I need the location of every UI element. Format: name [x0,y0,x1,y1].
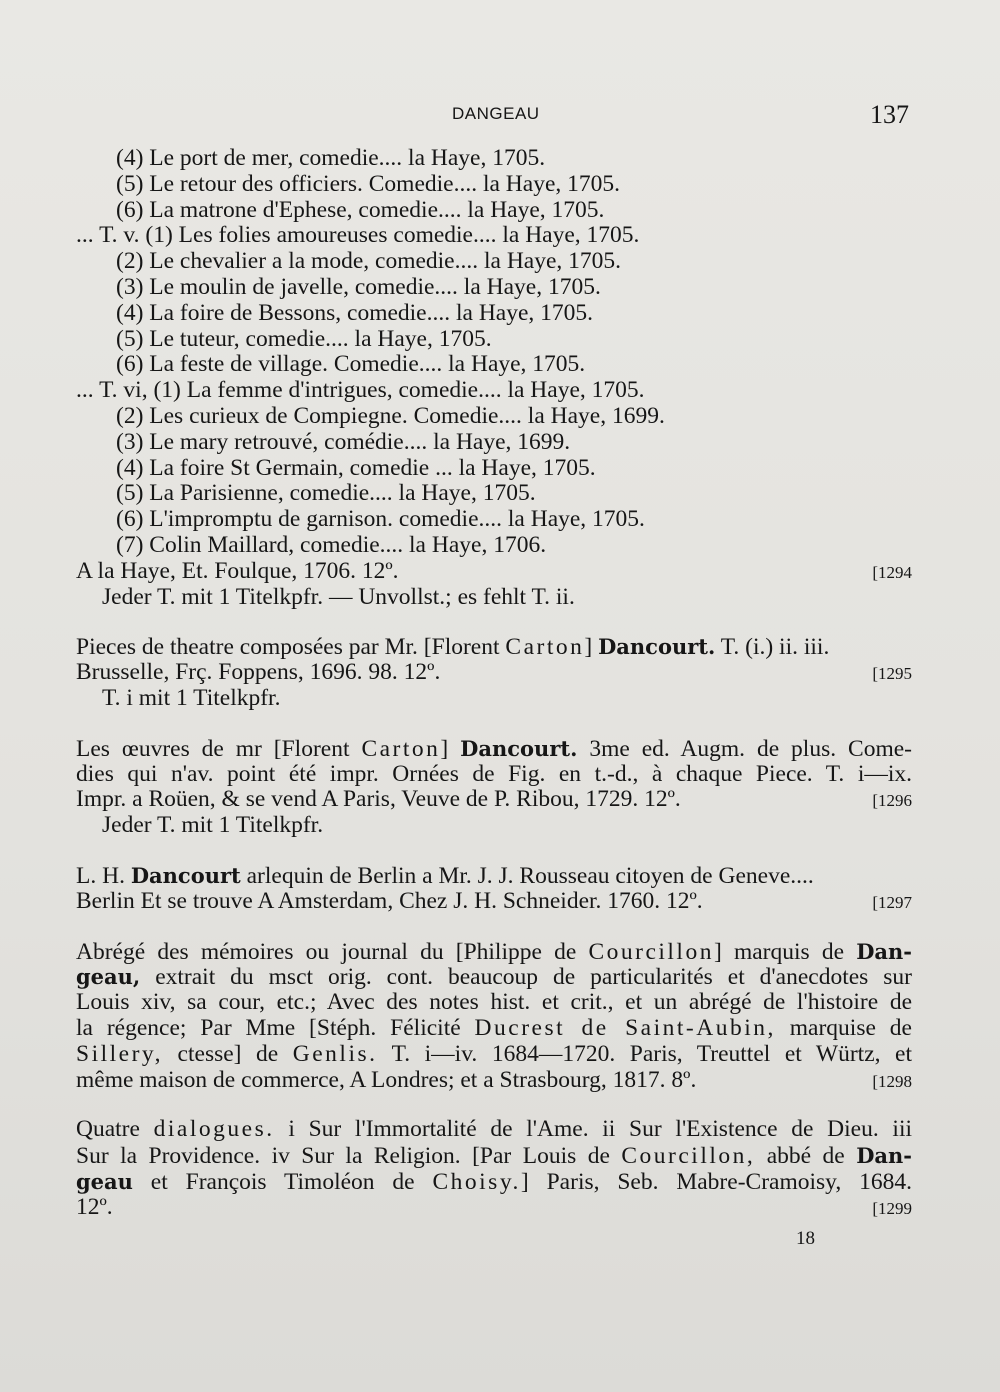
continuation-line: (4) Le port de mer, comedie.... la Haye, 1705. [116,145,546,171]
imprint-line [76,1068,912,1094]
author-name: Ducrest de Saint-Aubin, [474,1014,776,1041]
entry-title-line [76,1143,912,1169]
title-text: ] Paris, Seb. Mabre-Cramoisy, 1684. [520,1168,912,1195]
imprint-line [76,787,912,813]
title-text: i Sur l'Immortalité de l'Ame. ii Sur l'Existence de Dieu. iii [274,1116,912,1143]
continuation-line: (4) La foire St Germain, comedie ... la Haye, 1705. [116,454,596,481]
entry-number: [1294 [872,562,912,582]
continuation-line: ... T. vi, (1) La femme d'intrigues, comedie.... la Haye, 1705. [76,377,645,404]
title-text: Pieces de theatre composées par Mr. [Florent [76,634,506,661]
title-text: extrait du msct orig. cont. beaucoup de particularités et d'anecdotes sur [140,964,912,991]
continuation-line: (6) L'impromptu de garnison. comedie.... la Haye, 1705. [116,506,645,533]
continuation-line: (6) La feste de village. Comedie.... la Haye, 1705. [116,351,586,378]
heading-name: Dancourt [130,862,241,888]
title-text: Les œuvres de mr [Florent [76,735,362,762]
continuation-line: (7) Colin Maillard, comedie.... la Haye, 1706. [116,531,547,558]
heading-name: Dan- [856,1143,912,1169]
entry-title-line [76,634,912,660]
continuation-line: (5) Le retour des officiers. Comedie.... la Haye, 1705. [116,170,620,197]
continuation-line: (6) La matrone d'Ephese, comedie.... la Haye, 1705. [116,196,605,223]
page-number: 137 [870,100,909,129]
title-text: ] marquis de [713,938,857,965]
title-text: T. i—iv. 1684—1720. Paris, Treuttel et Würtz, et [377,1040,912,1067]
title-text: et François Timoléon de [132,1168,433,1195]
title-text: L. H. [76,862,131,889]
author-name: Genlis. [292,1040,378,1067]
heading-name: geau, [76,964,141,990]
entry-title-line [76,863,912,889]
imprint: même maison de commerce, A Londres; et a Strasbourg, 1817. 8º. [76,1066,697,1093]
continuation-line: (2) Le chevalier a la mode, comedie.... la Haye, 1705. [116,248,622,275]
title-text: T. (i.) ii. iii. [715,634,830,661]
author-name: Courcillon, [621,1143,756,1170]
title-text: ] [440,735,461,762]
author-name: Sillery, [76,1040,164,1067]
entry-title-line: dies qui n'av. point été impr. Ornées de Fig. en t.-d., à chaque Piece. T. i—ix. [76,760,912,787]
author-name: Carton [361,735,441,762]
entry-number: [1295 [872,664,912,684]
entry-title-line [76,1117,912,1143]
entry-note: Jeder T. mit 1 Titelkpfr. [102,812,324,839]
continuation-line: (3) Le mary retrouvé, comédie.... la Haye, 1699. [116,428,571,455]
catalog-text [76,146,912,1220]
continuation-line: (4) La foire de Bessons, comedie.... la Haye, 1705. [116,299,594,326]
imprint: Berlin Et se trouve A Amsterdam, Chez J. H. Schneider. 1760. 12º. [76,887,703,914]
title-text: ] [584,634,599,661]
running-head: DANGEAU [452,104,540,123]
author-name: Choisy. [432,1168,521,1195]
continuation-line: (5) Le tuteur, comedie.... la Haye, 1705. [116,325,492,352]
author-name: Courcillon [588,938,714,965]
continuation-line: (2) Les curieux de Compiegne. Comedie.... la Haye, 1699. [116,402,665,429]
title-text: Sur la Providence. iv Sur la Religion. [Par Louis de [76,1143,622,1170]
imprint-line [76,559,912,585]
entry-number: [1296 [872,791,912,811]
title-spaced: dialogues. [153,1116,275,1143]
page-header [0,100,1000,134]
entry-title-line [76,736,912,762]
entry-note: T. i mit 1 Titelkpfr. [102,684,281,711]
heading-name: geau [76,1168,133,1194]
imprint: Brusselle, Frç. Foppens, 1696. 98. 12º. [76,659,441,686]
imprint-line [76,889,912,915]
entry-title-line [76,1042,912,1068]
entry-title-line [76,1016,912,1042]
imprint-line [76,1195,912,1221]
continuation-line: ... T. v. (1) Les folies amoureuses comedie.... la Haye, 1705. [76,222,640,249]
imprint: 12º. [76,1193,113,1220]
heading-name: Dancourt. [460,735,578,761]
entry-number: [1297 [872,892,912,912]
heading-name: Dancourt. [598,634,716,660]
entry-number: [1298 [872,1071,912,1091]
entry-title-line: Louis xiv, sa cour, etc.; Avec des notes hist. et crit., et un abrégé de l'histoire de [76,989,912,1016]
title-text: Abrégé des mémoires ou journal du [Philippe de [76,938,589,965]
entry-title-line [76,1169,912,1195]
title-text: arlequin de Berlin a Mr. J. J. Rousseau citoyen de Geneve.... [240,862,814,889]
imprint: Impr. a Roüen, & se vend A Paris, Veuve de P. Ribou, 1729. 12º. [76,786,681,813]
entry-number: [1299 [872,1198,912,1218]
entry-title-line [76,964,912,990]
entry-note: Jeder T. mit 1 Titelkpfr. — Unvollst.; es fehlt T. ii. [102,583,575,610]
title-text: ctesse] de [163,1040,293,1067]
title-text: la régence; Par Mme [Stéph. Félicité [76,1014,475,1041]
title-text: Quatre [76,1116,154,1143]
title-text: marquise de [775,1014,912,1041]
signature-mark: 18 [796,1228,815,1249]
imprint-line [76,660,912,686]
continuation-line: (3) Le moulin de javelle, comedie.... la Haye, 1705. [116,273,601,300]
title-text: abbé de [755,1143,857,1170]
author-name: Carton [505,634,585,661]
title-text: 3me ed. Augm. de plus. Come- [577,735,912,762]
continuation-line: (5) La Parisienne, comedie.... la Haye, 1705. [116,480,536,507]
entry-title-line [76,939,912,965]
heading-name: Dan- [856,938,913,964]
imprint: A la Haye, Et. Foulque, 1706. 12º. [76,557,399,584]
